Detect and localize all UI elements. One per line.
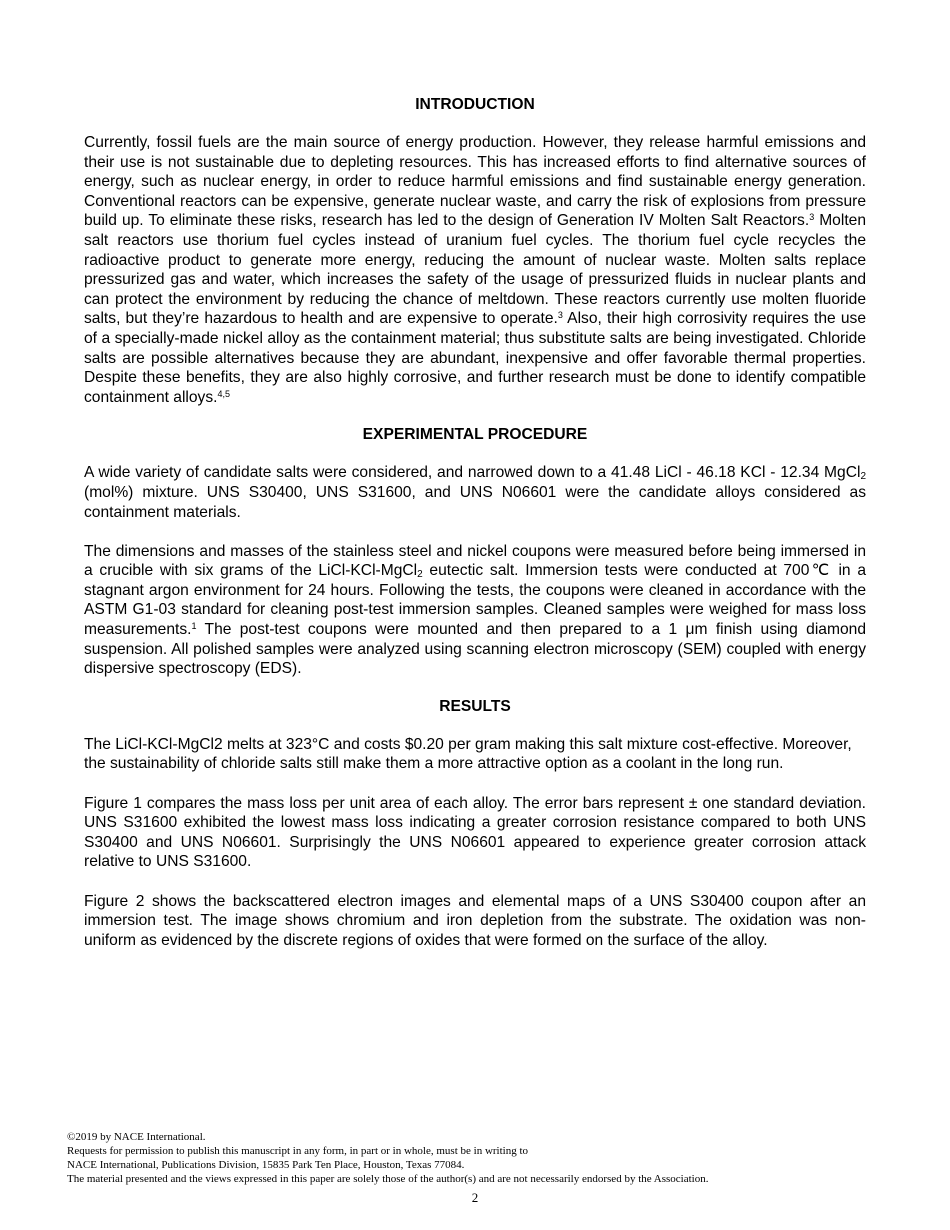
citation-ref: 3 (809, 212, 815, 223)
introduction-paragraph: Currently, fossil fuels are the main source of energy production. However, they release harmful emissions and their use is not sustainable due to depleting resources. This has increased efforts to find alternative sources of energy, such as nuclear energy, in order to reduce harmful emissions and find sustainable energy generation. Conventional reactors can be expensive, generate nuclear waste, and carry the risk of explosions from pressure build up. To eliminate these risks, research has led to the design of Generation IV Molten Salt Reactors.$^3$ Molten salt reactors use thorium fuel cycles instead of uranium fuel cycles. The thorium fuel cycle recycles the radioactive product to generate more energy, reducing the amount of nuclear waste. Molten salts replace pressurized gas and water, which increases the safety of the usage of pressurized fluids in nuclear plants and can protect the environment by reducing the chance of meltdown. These reactors currently use molten fluoride salts, but they’re hazardous to health and are expensive to operate.$^3$ Also, their high corrosivity requires the use of a specially-made nickel alloy as the containment material; thus substitute salts are being investigated. Chloride salts are possible alternatives because they are abundant, inexpensive and offer favorable thermal properties. Despite these benefits, they are also highly corrosive, and further research must be done to identify compatible containment alloys.$^{4,5}$ (84, 134, 867, 406)
copyright-line: ©2019 by NACE International. (67, 1131, 206, 1143)
page-number: 2 (471, 1190, 479, 1205)
experimental-heading: EXPERIMENTAL PROCEDURE (362, 426, 588, 444)
paper-body (84, 94, 866, 950)
results-paragraph-2: Figure 1 compares the mass loss per unit area of each alloy. The error bars represent ± one standard deviation. UNS S31600 exhibited the lowest mass loss indicating a greater corrosion resistance compared to both UNS S30400 and UNS N06601. Surprisingly the UNS N06601 appeared to experience greater corrosion attack relative to UNS S31600. (84, 794, 866, 871)
experimental-paragraph-2: The dimensions and masses of the stainless steel and nickel coupons were measured before being immersed in a crucible with six grams of the LiCl-KCl-MgCl$_2$ eutectic salt. Immersion tests were conducted at 700℃ in a stagnant argon environment for 24 hours. Following the tests, the coupons were cleaned in accordance with the ASTM G1-03 standard for cleaning post-test immersion samples. Cleaned samples were weighed for mass loss measurements.$^1$ The post-test coupons were mounted and then prepared to a 1 μm finish using diamond suspension. All polished samples were analyzed using scanning electron microscopy (SEM) coupled with energy dispersive spectroscopy (EDS). (84, 542, 867, 678)
disclaimer-line: The material presented and the views expressed in this paper are solely those of the author(s) and are not necessarily endorsed by the Association. (67, 1173, 709, 1185)
address-line: NACE International, Publications Division, 15835 Park Ten Place, Houston, Texas 77084. (67, 1159, 465, 1171)
introduction-heading: INTRODUCTION (415, 96, 535, 113)
results-paragraph-1: The LiCl-KCl-MgCl2 melts at 323°C and costs $0.20 per gram making this salt mixture cost-effective. Moreover, the sustainability of chloride salts still make them a more attractive option as a coolant in the long run. (84, 735, 852, 773)
citation-ref: 1 (191, 621, 197, 632)
citation-ref: 3 (557, 310, 563, 321)
citation-ref: 4,5 (217, 388, 230, 399)
experimental-paragraph-1: A wide variety of candidate salts were considered, and narrowed down to a 41.48 LiCl - 46.18 KCl - 12.34 MgCl$_2$ (mol%) mixture. UNS S30400, UNS S31600, and UNS N06601 were the candidate alloys considered as containment materials. (84, 464, 866, 521)
copyright-footer (67, 1130, 887, 1186)
results-paragraph-3: Figure 2 shows the backscattered electron images and elemental maps of a UNS S30400 coupon after an immersion test. The image shows chromium and iron depletion from the substrate. The oxidation was non-uniform as evidenced by the discrete regions of oxides that were formed on the surface of the alloy. (84, 892, 866, 949)
permission-line: Requests for permission to publish this manuscript in any form, in part or in whole, must be in writing to (67, 1145, 529, 1157)
results-heading: RESULTS (439, 697, 511, 715)
